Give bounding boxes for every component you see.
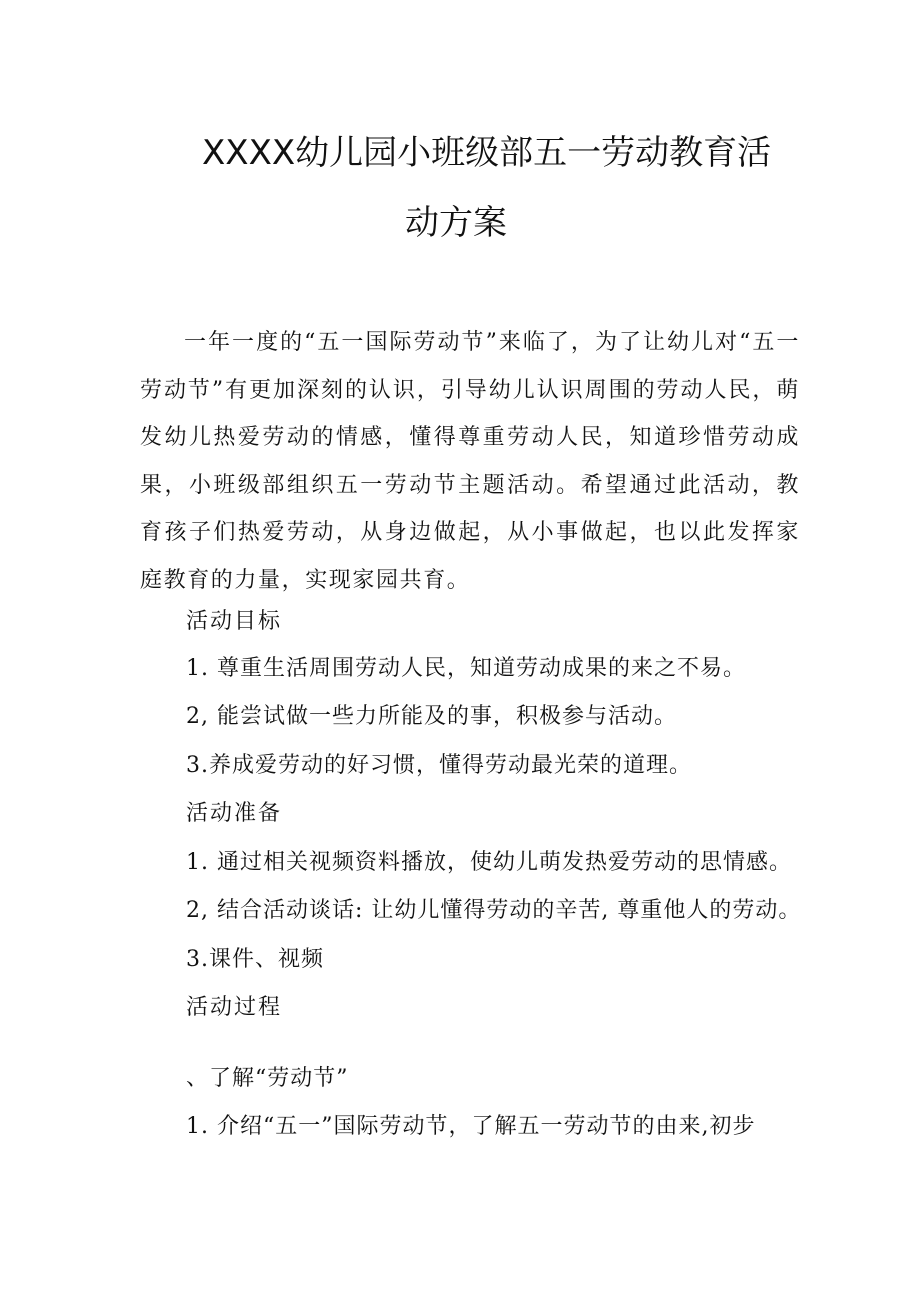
process-heading: 活动过程: [186, 995, 283, 1020]
preparation-item-2: 2, 结合活动谈话: 让幼儿懂得劳动的辛苦, 尊重他人的劳动。: [186, 898, 802, 923]
goal-item-3: 3.养成爱劳动的好习惯，懂得劳动最光荣的道理。: [186, 753, 692, 778]
process-item-1: 1. 介绍“五一”国际劳动节，了解五一劳动节的由来,初步: [186, 1114, 756, 1139]
preparation-item-3: 3.课件、视频: [186, 947, 324, 972]
goals-heading: 活动目标: [186, 609, 283, 634]
document-title-line-1: XXXX幼儿园小班级部五一劳动教育活: [202, 133, 772, 173]
goal-item-1: 1. 尊重生活周围劳动人民，知道劳动成果的来之不易。: [186, 656, 746, 681]
document-title-line-2: 动方案: [405, 203, 507, 243]
preparation-heading: 活动准备: [186, 801, 283, 826]
goal-item-2: 2, 能尝试做一些力所能及的事，积极参与活动。: [186, 704, 677, 729]
process-subheading: 、了解“劳动节”: [186, 1066, 349, 1091]
preparation-item-1: 1. 通过相关视频资料播放，使幼儿萌发热爱劳动的思情感。: [186, 850, 792, 875]
intro-paragraph: 一年一度的“五一国际劳动节”来临了，为了让幼儿对“五一劳动节”有更加深刻的认识，引导幼儿认识周围的劳动人民，萌发幼儿热爱劳动的情感，懂得尊重劳动人民，知道珍惜劳动成果，小班级部组织五一劳动节主题活动。希望通过此活动，教育孩子们热爱劳动，从身边做起，从小事做起，也以此发挥家庭教育的力量，实现家园共育。: [140, 330, 800, 593]
